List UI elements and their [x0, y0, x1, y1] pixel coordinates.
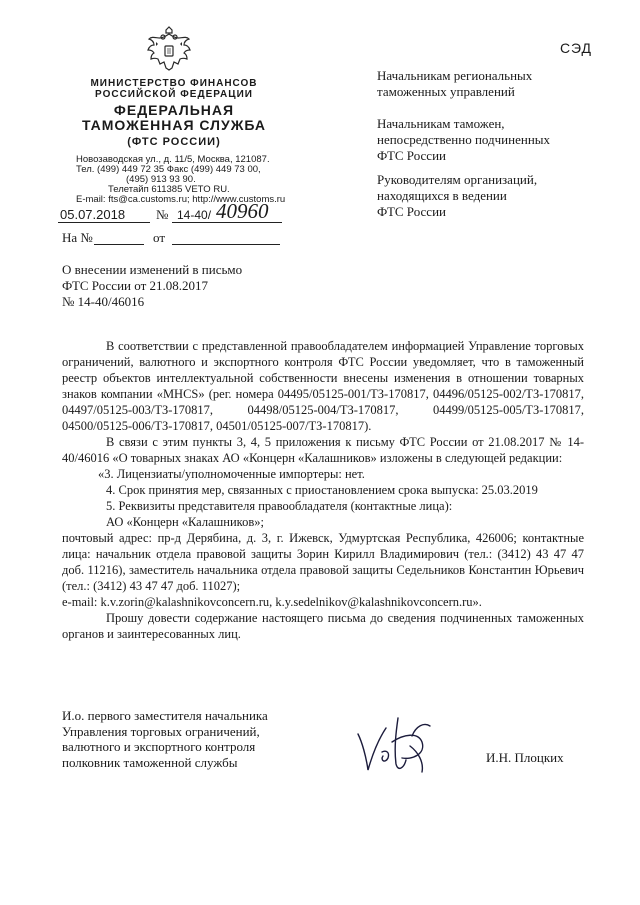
ministry-line-2: РОССИЙСКОЙ ФЕДЕРАЦИИ [95, 89, 253, 100]
item-5-representative: 5. Реквизиты представителя правообладателя (контактные лица): [106, 499, 453, 513]
subject-line-2: ФТС России от 21.08.2017 [62, 278, 209, 293]
agency-name [74, 103, 274, 133]
signatory-title [62, 708, 268, 770]
agency-abbreviation: (ФТС РОССИИ) [127, 136, 221, 148]
number-label: № [156, 207, 169, 222]
addressee-2-line-1: Начальникам таможен, [377, 116, 505, 131]
addressee-1 [377, 68, 532, 100]
email-line: e-mail: k.v.zorin@kalashnikovconcern.ru, k.y.sedelnikov@kalashnikovconcern.ru». [62, 595, 482, 609]
addressee-2-line-2: непосредственно подчиненных [377, 132, 551, 147]
reference-date-label: от [153, 230, 166, 245]
handwritten-signature-icon [352, 712, 456, 776]
closing-paragraph: Прошу довести содержание настоящего письма до сведения подчиненных таможенных органов и заинтересованных лиц. [62, 611, 584, 641]
paragraph-amendment: В связи с этим пункты 3, 4, 5 приложения к письму ФТС России от 21.08.2017 № 14-40/46016 «О товарных знаках АО «Концерн «Калашников» изложены в следующей редакции: [62, 435, 584, 465]
addressee-1-line-1: Начальникам региональных [377, 68, 533, 83]
ministry-name [74, 78, 274, 100]
agency-line-2: ТАМОЖЕННАЯ СЛУЖБА [81, 117, 266, 133]
item-4-term: 4. Срок принятия мер, связанных с приостановлением срока выпуска: 25.03.2019 [106, 483, 538, 497]
reference-number-blank [94, 244, 144, 245]
addressee-3 [377, 172, 537, 220]
letter-subject [62, 262, 242, 310]
paragraph-notification: В соответствии с представленной правообладателем информацией Управление торговых ограничений, валютного и экспортного контроля ФТС России уведомляет, что в таможенный реестр объектов интеллектуальной собственности внесены изменения в отношении товарных знаков компании «MHCS» (рег. номера 04495/05125-001/ТЗ-170817, 04496/05125-002/ТЗ-170817, 04497/05125-003/ТЗ-170817, 04498/05125-004/ТЗ-170817, 04499/05125-005/ТЗ-170817, 04500/05125-006/ТЗ-170817, 04501/05125-007/ТЗ-170817). [62, 339, 584, 433]
signatory-name: И.Н. Плоцких [486, 750, 564, 765]
ministry-line-1: МИНИСТЕРСТВО ФИНАНСОВ [90, 78, 258, 89]
address-line-3: (495) 913 93 90. [126, 174, 196, 185]
registration-date: 05.07.2018 [60, 207, 126, 222]
addressee-3-line-2: находящихся в ведении [377, 188, 507, 203]
sed-stamp: СЭД [560, 40, 593, 56]
reference-number-label: На № [62, 230, 93, 245]
double-headed-eagle-emblem-icon [146, 26, 192, 76]
addressee-2 [377, 116, 550, 164]
subject-line-1: О внесении изменений в письмо [62, 262, 243, 277]
subject-line-3: № 14-40/46016 [62, 294, 145, 309]
letter-body [62, 338, 584, 642]
signatory-line-1: И.о. первого заместителя начальника [62, 708, 268, 723]
agency-line-1: ФЕДЕРАЛЬНАЯ [113, 102, 235, 118]
reference-date-blank [172, 244, 280, 245]
addressee-1-line-2: таможенных управлений [377, 84, 515, 99]
date-underline [58, 222, 150, 223]
address-line-2: Тел. (499) 449 72 35 Факс (499) 449 73 00, [76, 164, 261, 175]
addressee-3-line-3: ФТС России [377, 204, 446, 219]
number-underline [172, 222, 282, 223]
contacts-paragraph: почтовый адрес: пр-д Дерябина, д. 3, г. Ижевск, Удмуртская Республика, 426006; контактные лица: начальник отдела правовой защиты Зорин Кирилл Владимирович (тел.: (3412) 43 47 47 доб. 11216), заместитель начальника отдела правовой защиты Седельников Константин Юрьевич (тел.: (3412) 43 47 47 доб. 11027); [62, 531, 584, 593]
address-line-5: E-mail: fts@ca.customs.ru; http://www.customs.ru [76, 194, 286, 205]
item-3-licensees: «3. Лицензиаты/уполномоченные импортеры: нет. [98, 467, 365, 481]
signatory-line-2: Управления торговых ограничений, [62, 723, 260, 739]
registration-number-prefix: 14-40/ [177, 208, 212, 222]
company-name: АО «Концерн «Калашников»; [106, 515, 264, 529]
addressee-2-line-3: ФТС России [377, 148, 446, 163]
signatory-line-4: полковник таможенной службы [62, 754, 238, 770]
addressee-3-line-1: Руководителям организаций, [377, 172, 538, 187]
registration-number-handwritten: 40960 [216, 199, 269, 223]
address-line-1: Новозаводская ул., д. 11/5, Москва, 121087. [76, 154, 270, 165]
signatory-line-3: валютного и экспортного контроля [62, 739, 256, 754]
address-line-4: Телетайп 611385 VETO RU. [108, 184, 230, 195]
